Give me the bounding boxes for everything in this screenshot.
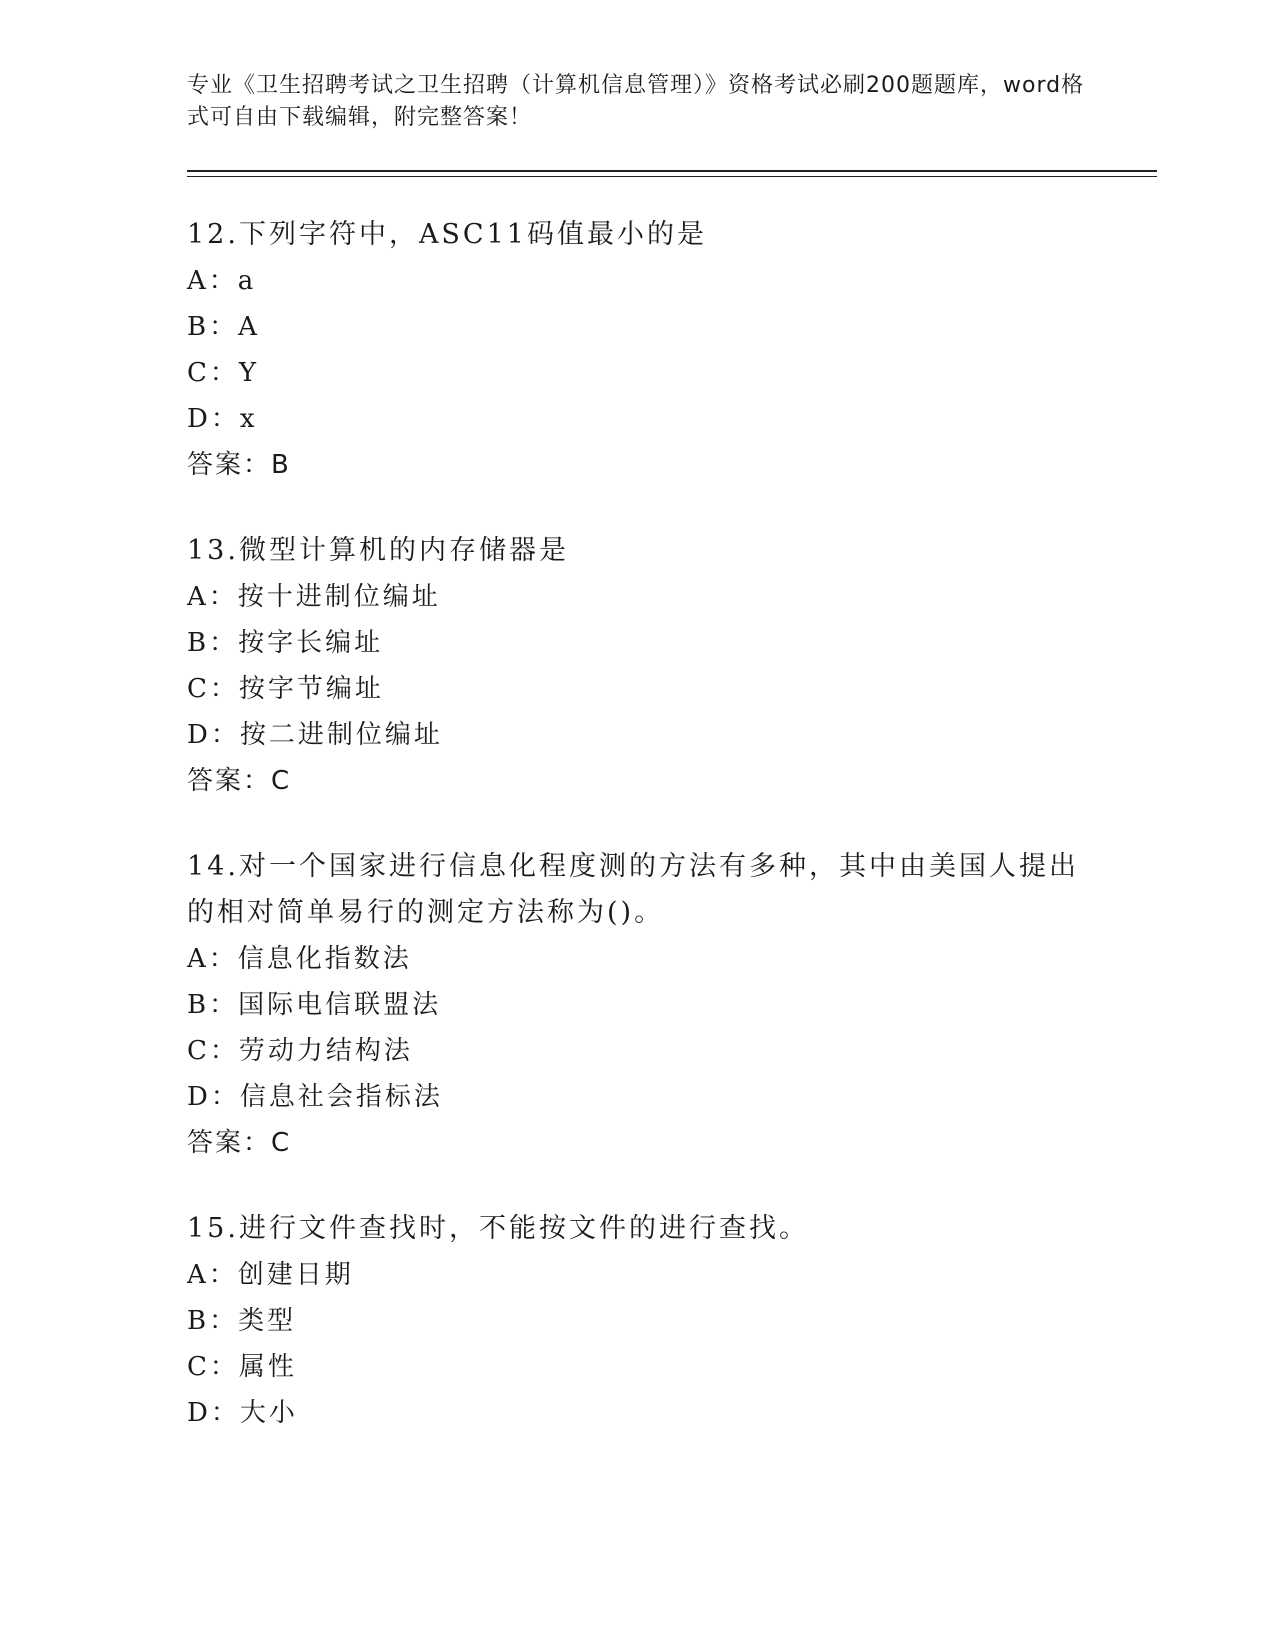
option-c: C：Y bbox=[187, 358, 260, 388]
option-b: B：按字长编址 bbox=[187, 628, 384, 658]
option-a: A：信息化指数法 bbox=[187, 944, 412, 974]
option-a: A：a bbox=[187, 266, 257, 296]
question-15 bbox=[187, 1206, 1157, 1436]
option-b: B：类型 bbox=[187, 1306, 297, 1336]
question-12 bbox=[187, 212, 1157, 488]
option-d: D：x bbox=[187, 404, 258, 434]
option-c: C：属性 bbox=[187, 1352, 297, 1382]
question-stem: 12.下列字符中，ASC11码值最小的是 bbox=[187, 219, 707, 250]
option-b: B：A bbox=[187, 312, 260, 342]
answer: 答案：C bbox=[187, 766, 292, 796]
header-divider bbox=[187, 170, 1157, 172]
question-list bbox=[187, 212, 1157, 1436]
option-c: C：按字节编址 bbox=[187, 674, 384, 704]
option-a: A：创建日期 bbox=[187, 1260, 354, 1290]
option-b: B：国际电信联盟法 bbox=[187, 990, 442, 1020]
answer: 答案：C bbox=[187, 1128, 292, 1158]
question-stem: 14.对一个国家进行信息化程度测的方法有多种，其中由美国人提出的相对简单易行的测定方法称为()。 bbox=[187, 851, 1079, 928]
question-13 bbox=[187, 528, 1157, 804]
option-d: D：信息社会指标法 bbox=[187, 1082, 443, 1112]
option-d: D：按二进制位编址 bbox=[187, 720, 443, 750]
question-14 bbox=[187, 844, 1157, 1166]
answer: 答案：B bbox=[187, 450, 291, 480]
question-stem: 13.微型计算机的内存储器是 bbox=[187, 535, 569, 566]
option-c: C：劳动力结构法 bbox=[187, 1036, 413, 1066]
document-intro: 专业《卫生招聘考试之卫生招聘（计算机信息管理）》资格考试必刷200题题库，word格式可自由下载编辑，附完整答案！ bbox=[187, 73, 1085, 130]
option-a: A：按十进制位编址 bbox=[187, 582, 441, 612]
question-stem: 15.进行文件查找时，不能按文件的进行查找。 bbox=[187, 1213, 809, 1244]
document-page bbox=[187, 70, 1157, 1476]
option-d: D：大小 bbox=[187, 1398, 298, 1428]
